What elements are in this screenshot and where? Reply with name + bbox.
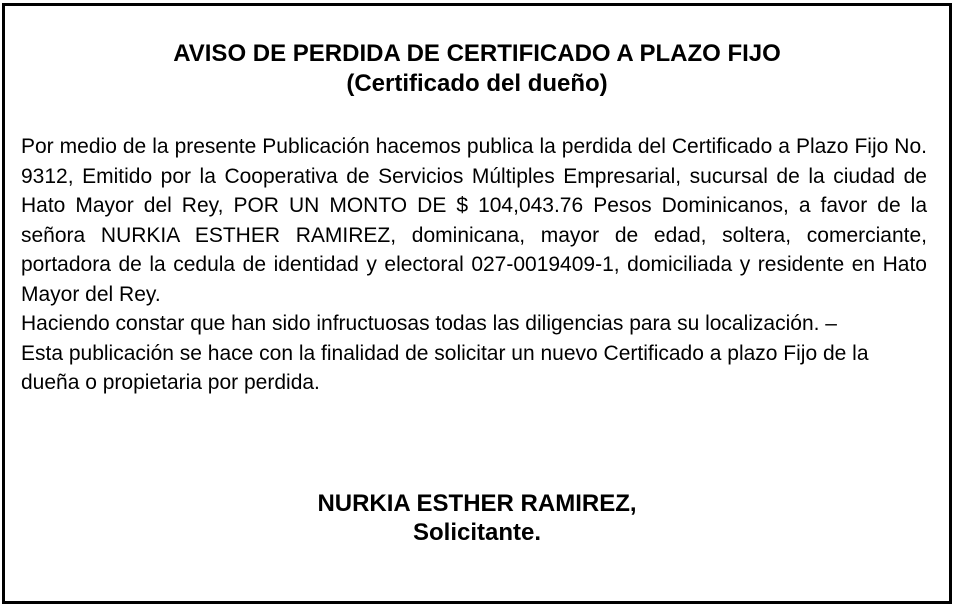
paragraph-diligences: Haciendo constar que han sido infructuosas todas las diligencias para su localización. – (21, 312, 837, 335)
signature-block (5, 489, 949, 547)
paragraph-main: Por medio de la presente Publicación hacemos publica la perdida del Certificado a Plazo Fijo No. 9312, Emitido por la Cooperativa de Servicios Múltiples Empresarial, sucursal de la ciudad de Hato Mayor del Rey, POR UN MONTO DE $ 104,043.76 Pesos Dominicanos, a favor de la señora NURKIA ESTHER RAMIREZ, dominicana, mayor de edad, soltera, comerciante, portadora de la cedula de identidad y electoral 027-0019409-1, domiciliada y residente en Hato Mayor del Rey. (21, 135, 927, 306)
notice-subtitle: (Certificado del dueño) (346, 70, 608, 97)
notice-frame (2, 3, 952, 604)
signature-name: NURKIA ESTHER RAMIREZ, (317, 490, 637, 517)
notice-body (21, 132, 927, 398)
notice-heading (5, 39, 949, 99)
paragraph-purpose: Esta publicación se hace con la finalidad de solicitar un nuevo Certificado a plazo Fijo de la dueña o propietaria por perdida. (21, 341, 869, 394)
notice-title: AVISO DE PERDIDA DE CERTIFICADO A PLAZO FIJO (173, 40, 781, 67)
signature-role: Solicitante. (412, 519, 542, 546)
